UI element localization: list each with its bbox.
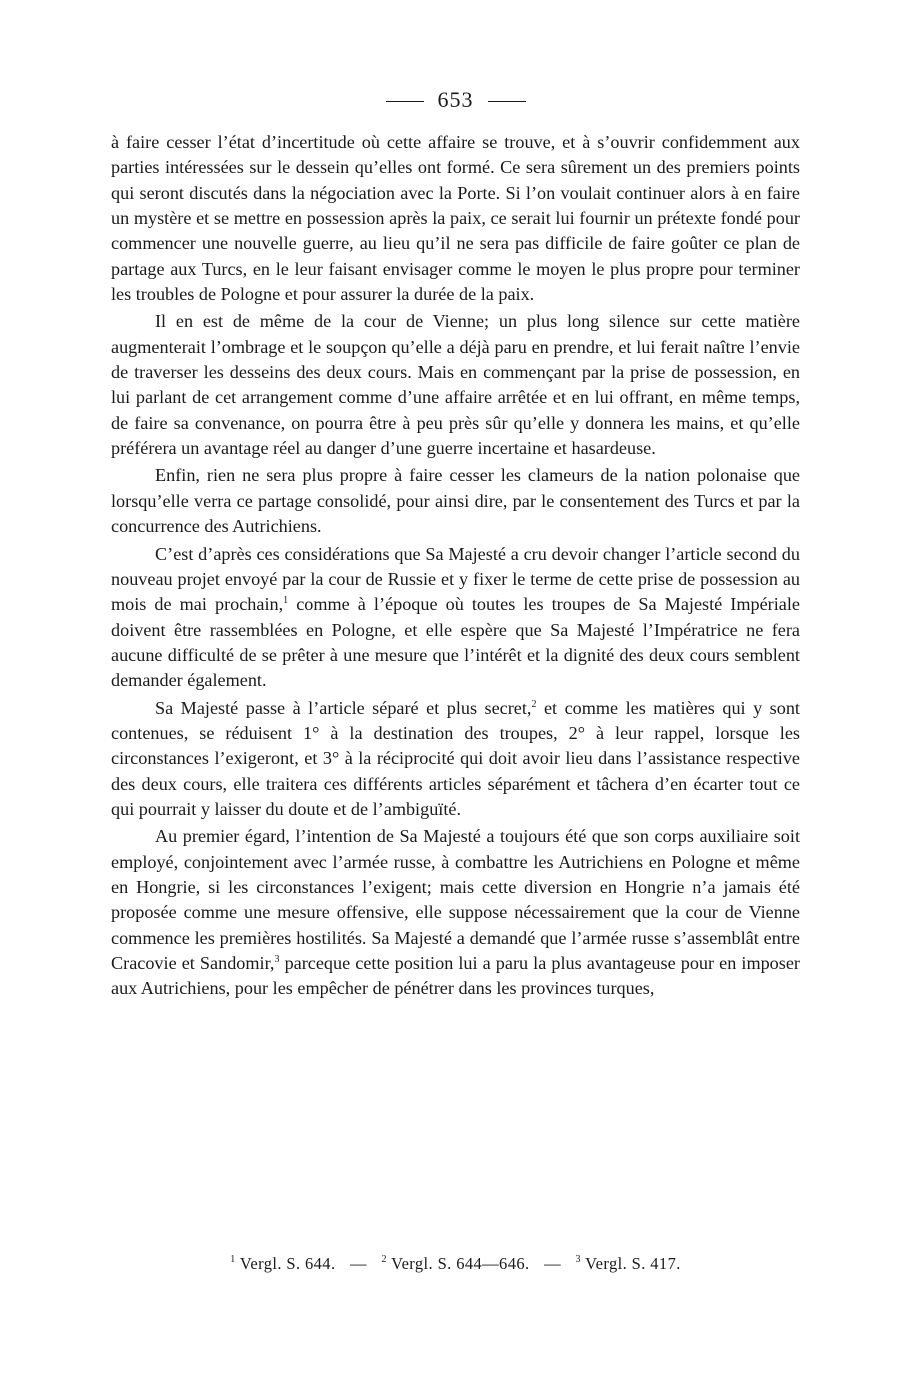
footnote-mark: 2: [381, 1254, 387, 1265]
footnote-text: Vergl. S. 644—646.: [391, 1254, 530, 1273]
page-number-header: [111, 80, 800, 120]
paragraph-text: à faire cesser l’état d’incertitude où cette affaire se trouve, et à s’ouvrir confidemment aux parties intéressées sur le dessein qu’elles ont formé. Ce sera sûrement un des premiers points qui seront discutés dans la négociation avec la Porte. Si l’on voulait continuer alors à en faire un mystère et se mettre en possession après la paix, ce serait lui fournir un prétexte fondé pour commencer une nouvelle guerre, au lieu qu’il ne sera pas difficile de faire goûter ce plan de partage aux Turcs, en le leur faisant envisager comme le moyen le plus propre pour terminer les troubles de Pologne et pour assurer la durée de la paix.: [111, 132, 800, 305]
paragraph-text: et comme les matières qui y sont contenues, se réduisent 1° à la destination des troupes, 2° à leur rappel, lorsque les circonstances l’exigeront, et 3° à la réciprocité qui doit avoir lieu dans l’assistance respective des deux cours, elle traitera ces différents articles séparément et tâchera d’en écarter tout ce qui pourrait y laisser du doute et de l’ambiguïté.: [111, 697, 800, 819]
footnote-ref-1[interactable]: 1: [283, 595, 289, 607]
paragraph-text: Sa Majesté passe à l’article séparé et plus secret,: [155, 697, 532, 718]
footnote-text: Vergl. S. 644.: [239, 1254, 336, 1273]
body-text: [111, 130, 800, 1002]
paragraph-2: [111, 309, 800, 461]
paragraph-5: [111, 696, 800, 823]
paragraph-text: Il en est de même de la cour de Vienne; un plus long silence sur cette matière augmenterait l’ombrage et le soupçon qu’elle a déjà paru en prendre, et lui ferait naître l’envie de traverser les desseins des deux cours. Mais en commençant par la prise de possession, en lui parlant de cet arrangement comme d’une affaire arrêtée et en lui offrant, en même temps, de faire sa convenance, on pourra être à peu près sûr qu’elle y donnera les mains, et qu’elle préférera un avantage réel au danger d’une guerre incertaine et hasardeuse.: [111, 311, 800, 459]
paragraph-3: [111, 463, 800, 539]
footnote-mark: 3: [575, 1254, 581, 1265]
paragraph-text: Enfin, rien ne sera plus propre à faire cesser les clameurs de la nation polonaise que lorsqu’elle verra ce partage consolidé, pour ainsi dire, par le consentement des Turcs et par la concurrence des Autrichiens.: [111, 465, 800, 537]
page-number: 653: [437, 87, 474, 112]
footnotes: [111, 1254, 800, 1274]
footnote-ref-2[interactable]: 2: [531, 698, 537, 710]
page: [111, 80, 800, 1002]
paragraph-1: [111, 130, 800, 307]
header-rule-right: [488, 101, 526, 102]
footnote-separator: —: [350, 1254, 367, 1273]
paragraph-text: parceque cette position lui a paru la plus avantageuse pour en imposer aux Autrichiens, pour les empêcher de pénétrer dans les provinces turques,: [111, 953, 800, 999]
paragraph-text: comme à l’époque où toutes les troupes de Sa Majesté Impériale doivent être rassemblées en Pologne, et elle espère que Sa Majesté l’Impératrice ne fera aucune difficulté de se prêter à une mesure que l’intérêt et la dignité des deux cours semblent demander également.: [111, 594, 800, 691]
paragraph-4: [111, 542, 800, 694]
paragraph-text: Au premier égard, l’intention de Sa Majesté a toujours été que son corps auxiliaire soit employé, conjointement avec l’armée russe, à combattre les Autrichiens en Pologne et même en Hongrie, si les circonstances l’exigent; mais cette diversion en Hongrie n’a jamais été proposée comme une mesure offensive, elle suppose nécessairement que la cour de Vienne commence les premières hostilités. Sa Majesté a demandé que l’armée russe s’assemblât entre Cracovie et Sandomir,: [111, 826, 800, 973]
footnote-2: [381, 1254, 529, 1273]
paragraph-text: C’est d’après ces considérations que Sa Majesté a cru devoir changer l’article second du nouveau projet envoyé par la cour de Russie et y fixer le terme de cette prise de possession au mois de mai prochain,: [111, 543, 800, 615]
footnote-text: Vergl. S. 417.: [585, 1254, 681, 1273]
footnote-separator: —: [544, 1254, 561, 1273]
footnote-1: [230, 1254, 335, 1273]
footnote-ref-3[interactable]: 3: [274, 954, 280, 965]
footnote-3: [576, 1254, 681, 1273]
header-rule-left: [386, 101, 424, 102]
footnote-mark: 1: [230, 1254, 236, 1265]
paragraph-6: [111, 824, 800, 1001]
